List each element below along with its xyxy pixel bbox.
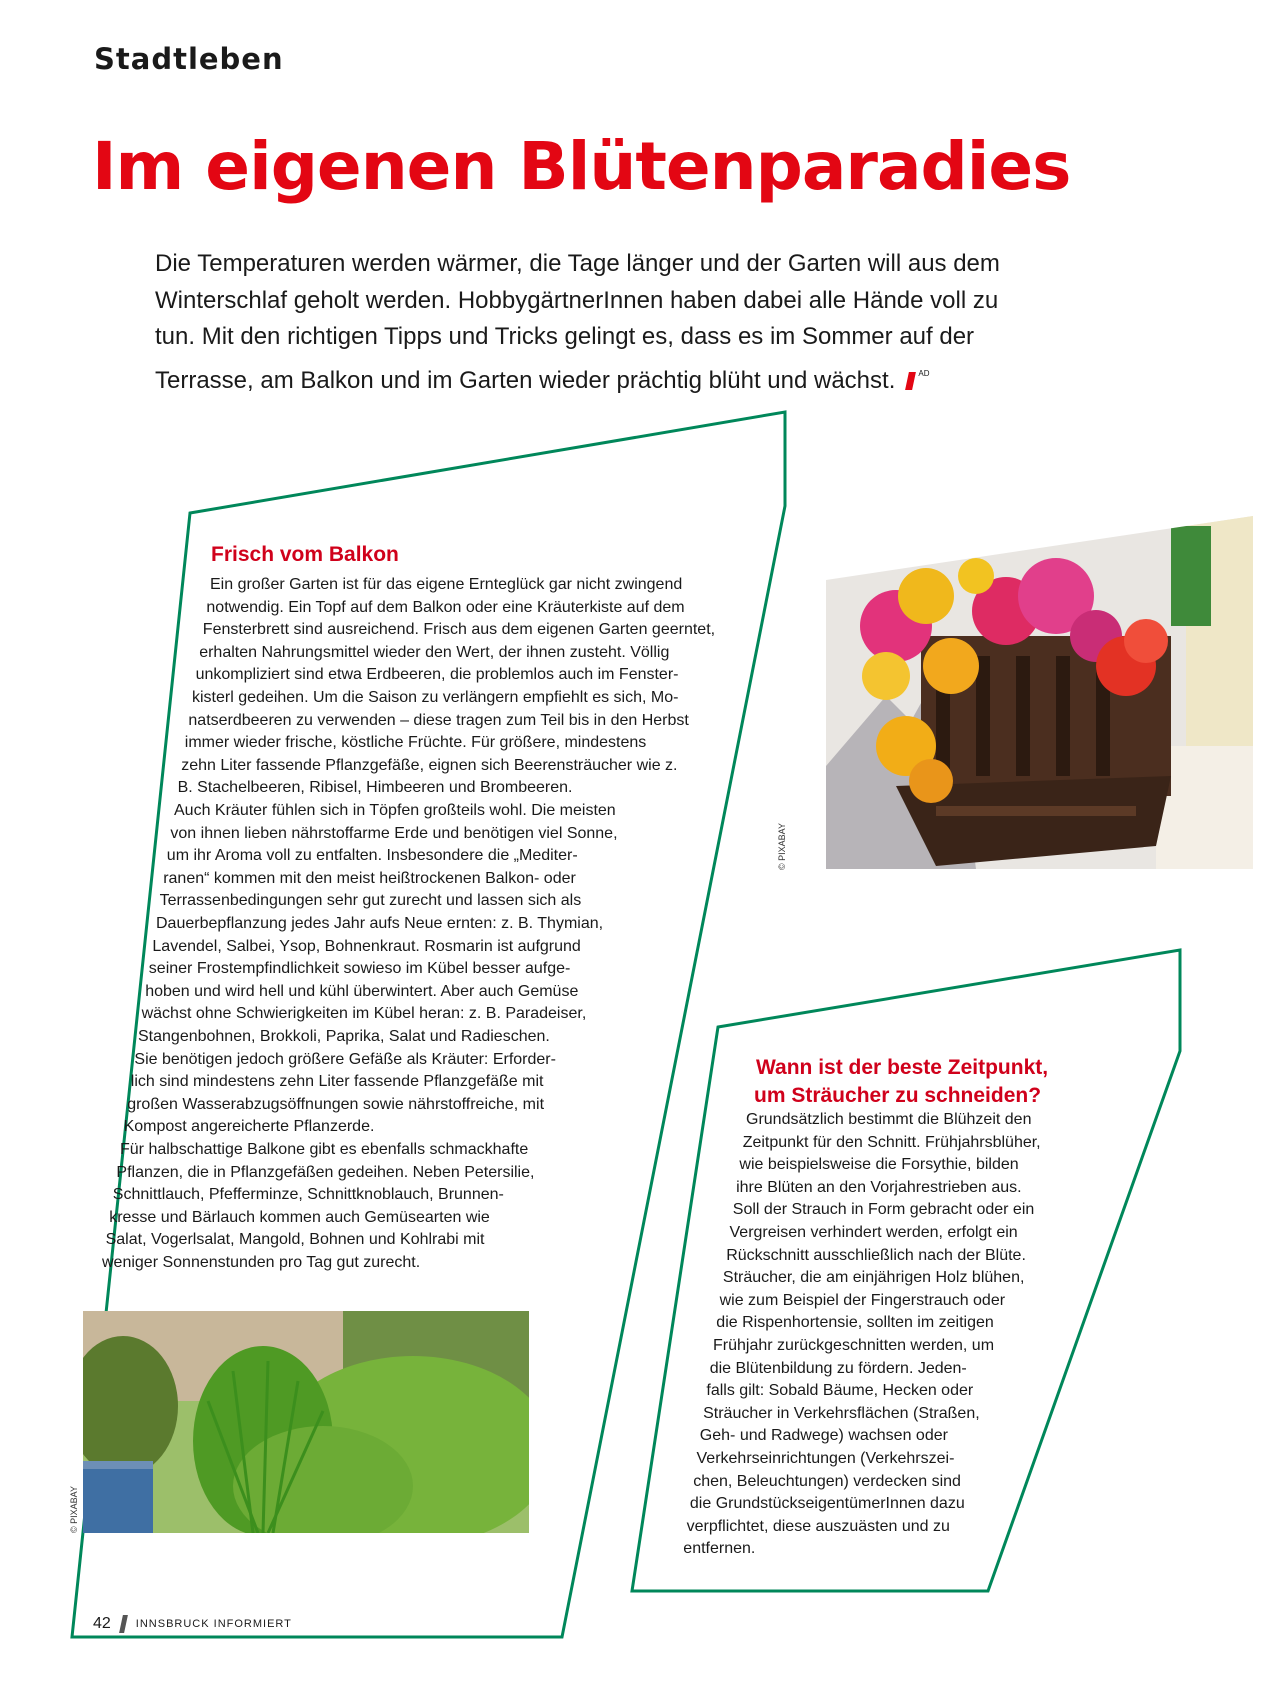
text-line: erhalten Nahrungsmittel wieder den Wert, der ihnen zusteht. Völlig [199, 643, 670, 661]
text-line: seiner Frostempfindlichkeit sowieso im Kübel besser aufge- [148, 960, 571, 978]
text-line: von ihnen lieben nährstoffarme Erde und benötigen viel Sonne, [170, 824, 618, 842]
lead-text: Die Temperaturen werden wärmer, die Tage länger und der Garten will aus dem Winterschlaf geholt werden. HobbygärtnerInnen haben dabei alle Hände voll zu tun. Mit den richtigen Tipps und Tricks gelingt es, dass es im Sommer auf der Terrasse, am Balkon und im Garten wieder prächtig blüht und wächst. [155, 250, 1000, 394]
page-footer [93, 1615, 292, 1633]
article-headline: Im eigenen Blütenparadies [92, 128, 1071, 205]
text-line: Kompost angereicherte Pflanzerde. [123, 1118, 375, 1136]
text-line: die Rispenhortensie, sollten im zeitigen [716, 1314, 994, 1332]
text-line: unkompliziert sind etwa Erdbeeren, die problemlos auch im Fenster- [195, 666, 679, 684]
text-line: Stangenbohnen, Brokkoli, Paprika, Salat und Radieschen. [138, 1028, 550, 1045]
text-line: chen, Beleuchtungen) verdecken sind [693, 1472, 961, 1490]
text-line: Schnittlauch, Pfefferminze, Schnittknoblauch, Brunnen- [112, 1186, 504, 1204]
text-line: Auch Kräuter fühlen sich in Töpfen großteils wohl. Die meisten [174, 802, 616, 819]
text-line: um ihr Aroma voll zu entfalten. Insbesondere die „Mediter- [166, 847, 578, 865]
lead-author: AD [918, 368, 930, 378]
text-line: Verkehrseinrichtungen (Verkehrszei- [696, 1450, 955, 1467]
publication-name: INNSBRUCK INFORMIERT [135, 1618, 292, 1630]
text-line: hoben und wird hell und kühl überwintert. Aber auch Gemüse [145, 982, 579, 1000]
text-line: Sträucher, die am einjährigen Holz blühen, [722, 1269, 1025, 1287]
text-line: wie beispielsweise die Forsythie, bilden [739, 1156, 1019, 1174]
text-line: natserdbeeren zu verwenden – diese tragen zum Teil bis in den Herbst [188, 711, 689, 729]
page-number: 42 [93, 1615, 111, 1632]
text-line: Pflanzen, die in Pflanzgefäßen gedeihen. Neben Petersilie, [116, 1163, 535, 1181]
text-line: Lavendel, Salbei, Ysop, Bohnenkraut. Rosmarin ist aufgrund [152, 937, 581, 955]
text-line: zehn Liter fassende Pflanzgefäße, eignen sich Beerensträucher wie z. [181, 756, 678, 774]
text-line: Fensterbrett sind ausreichend. Frisch aus dem eigenen Garten geerntet, [202, 621, 716, 639]
box1-title: Frisch vom Balkon [211, 543, 399, 566]
text-line: Grundsätzlich bestimmt die Blühzeit den [746, 1111, 1032, 1128]
herbs-image [83, 1311, 529, 1533]
text-line: wächst ohne Schwierigkeiten im Kübel heran: z. B. Paradeiser, [141, 1005, 587, 1023]
text-line: entfernen. [683, 1540, 756, 1558]
text-line: großen Wasserabzugsöffnungen sowie nährstoffreiche, mit [127, 1095, 545, 1113]
text-line: notwendig. Ein Topf auf dem Balkon oder eine Kräuterkiste auf dem [206, 598, 685, 616]
text-line: ihre Blüten an den Vorjahrestrieben aus. [736, 1178, 1022, 1196]
text-line: Vergreisen verhindert werden, erfolgt ein [729, 1224, 1018, 1241]
section-label: Stadtleben [94, 42, 284, 76]
text-line: Frühjahr zurückgeschnitten werden, um [713, 1337, 995, 1354]
text-line: Für halbschattige Balkone gibt es ebenfalls schmackhafte [120, 1141, 529, 1158]
footer-slash-mark [119, 1615, 128, 1633]
text-line: kisterl gedeihen. Um die Saison zu verlängern empfiehlt es sich, Mo- [192, 689, 679, 706]
text-line: die Blütenbildung zu fördern. Jeden- [709, 1359, 967, 1377]
text-line: kresse und Bärlauch kommen auch Gemüsearten wie [109, 1208, 490, 1226]
text-line: Sträucher in Verkehrsflächen (Straßen, [703, 1404, 980, 1422]
text-line: die GrundstückseigentümerInnen dazu [689, 1495, 965, 1513]
text-line: Geh- und Radwege) wachsen oder [699, 1427, 948, 1445]
text-line: B. Stachelbeeren, Ribisel, Himbeeren und Brombeeren. [177, 779, 573, 797]
box2-title [740, 1054, 1048, 1110]
box2-title-line1: Wann ist der beste Zeitpunkt, [756, 1056, 1049, 1079]
text-line: ranen“ kommen mit den meist heißtrockenen Balkon- oder [163, 869, 576, 887]
herbs-photo [83, 1311, 529, 1533]
text-line: weniger Sonnenstunden pro Tag gut zurecht. [102, 1254, 421, 1271]
photo-credit-balcony: © PIXABAY [777, 823, 787, 870]
text-line: lich sind mindestens zehn Liter fassende Pflanzgefäße mit [130, 1073, 544, 1091]
text-line: Dauerbepflanzung jedes Jahr aufs Neue ernten: z. B. Thymian, [156, 915, 604, 932]
text-line: Sie benötigen jedoch größere Gefäße als Kräuter: Erforder- [134, 1050, 556, 1068]
box2-title-line2: um Sträucher zu schneiden? [754, 1084, 1042, 1107]
text-line: immer wieder frische, köstliche Früchte. Für größere, mindestens [184, 734, 647, 752]
text-line: Zeitpunkt für den Schnitt. Frühjahrsblüher, [742, 1133, 1041, 1151]
text-line: wie zum Beispiel der Fingerstrauch oder [719, 1291, 1006, 1309]
text-line: verpflichtet, diese auszuästen und zu [686, 1517, 950, 1535]
text-line: Rückschnitt ausschließlich nach der Blüte. [726, 1246, 1026, 1264]
text-line: Terrassenbedingungen sehr gut zurecht und lassen sich als [159, 892, 582, 910]
text-line: Salat, Vogerlsalat, Mangold, Bohnen und Kohlrabi mit [105, 1231, 485, 1249]
text-line: Ein großer Garten ist für das eigene Ernteglück gar nicht zwingend [210, 576, 683, 593]
text-line: falls gilt: Sobald Bäume, Hecken oder [706, 1382, 974, 1400]
text-line: Soll der Strauch in Form gebracht oder ein [732, 1201, 1035, 1219]
photo-credit-herbs: © PIXABAY [69, 1486, 79, 1533]
